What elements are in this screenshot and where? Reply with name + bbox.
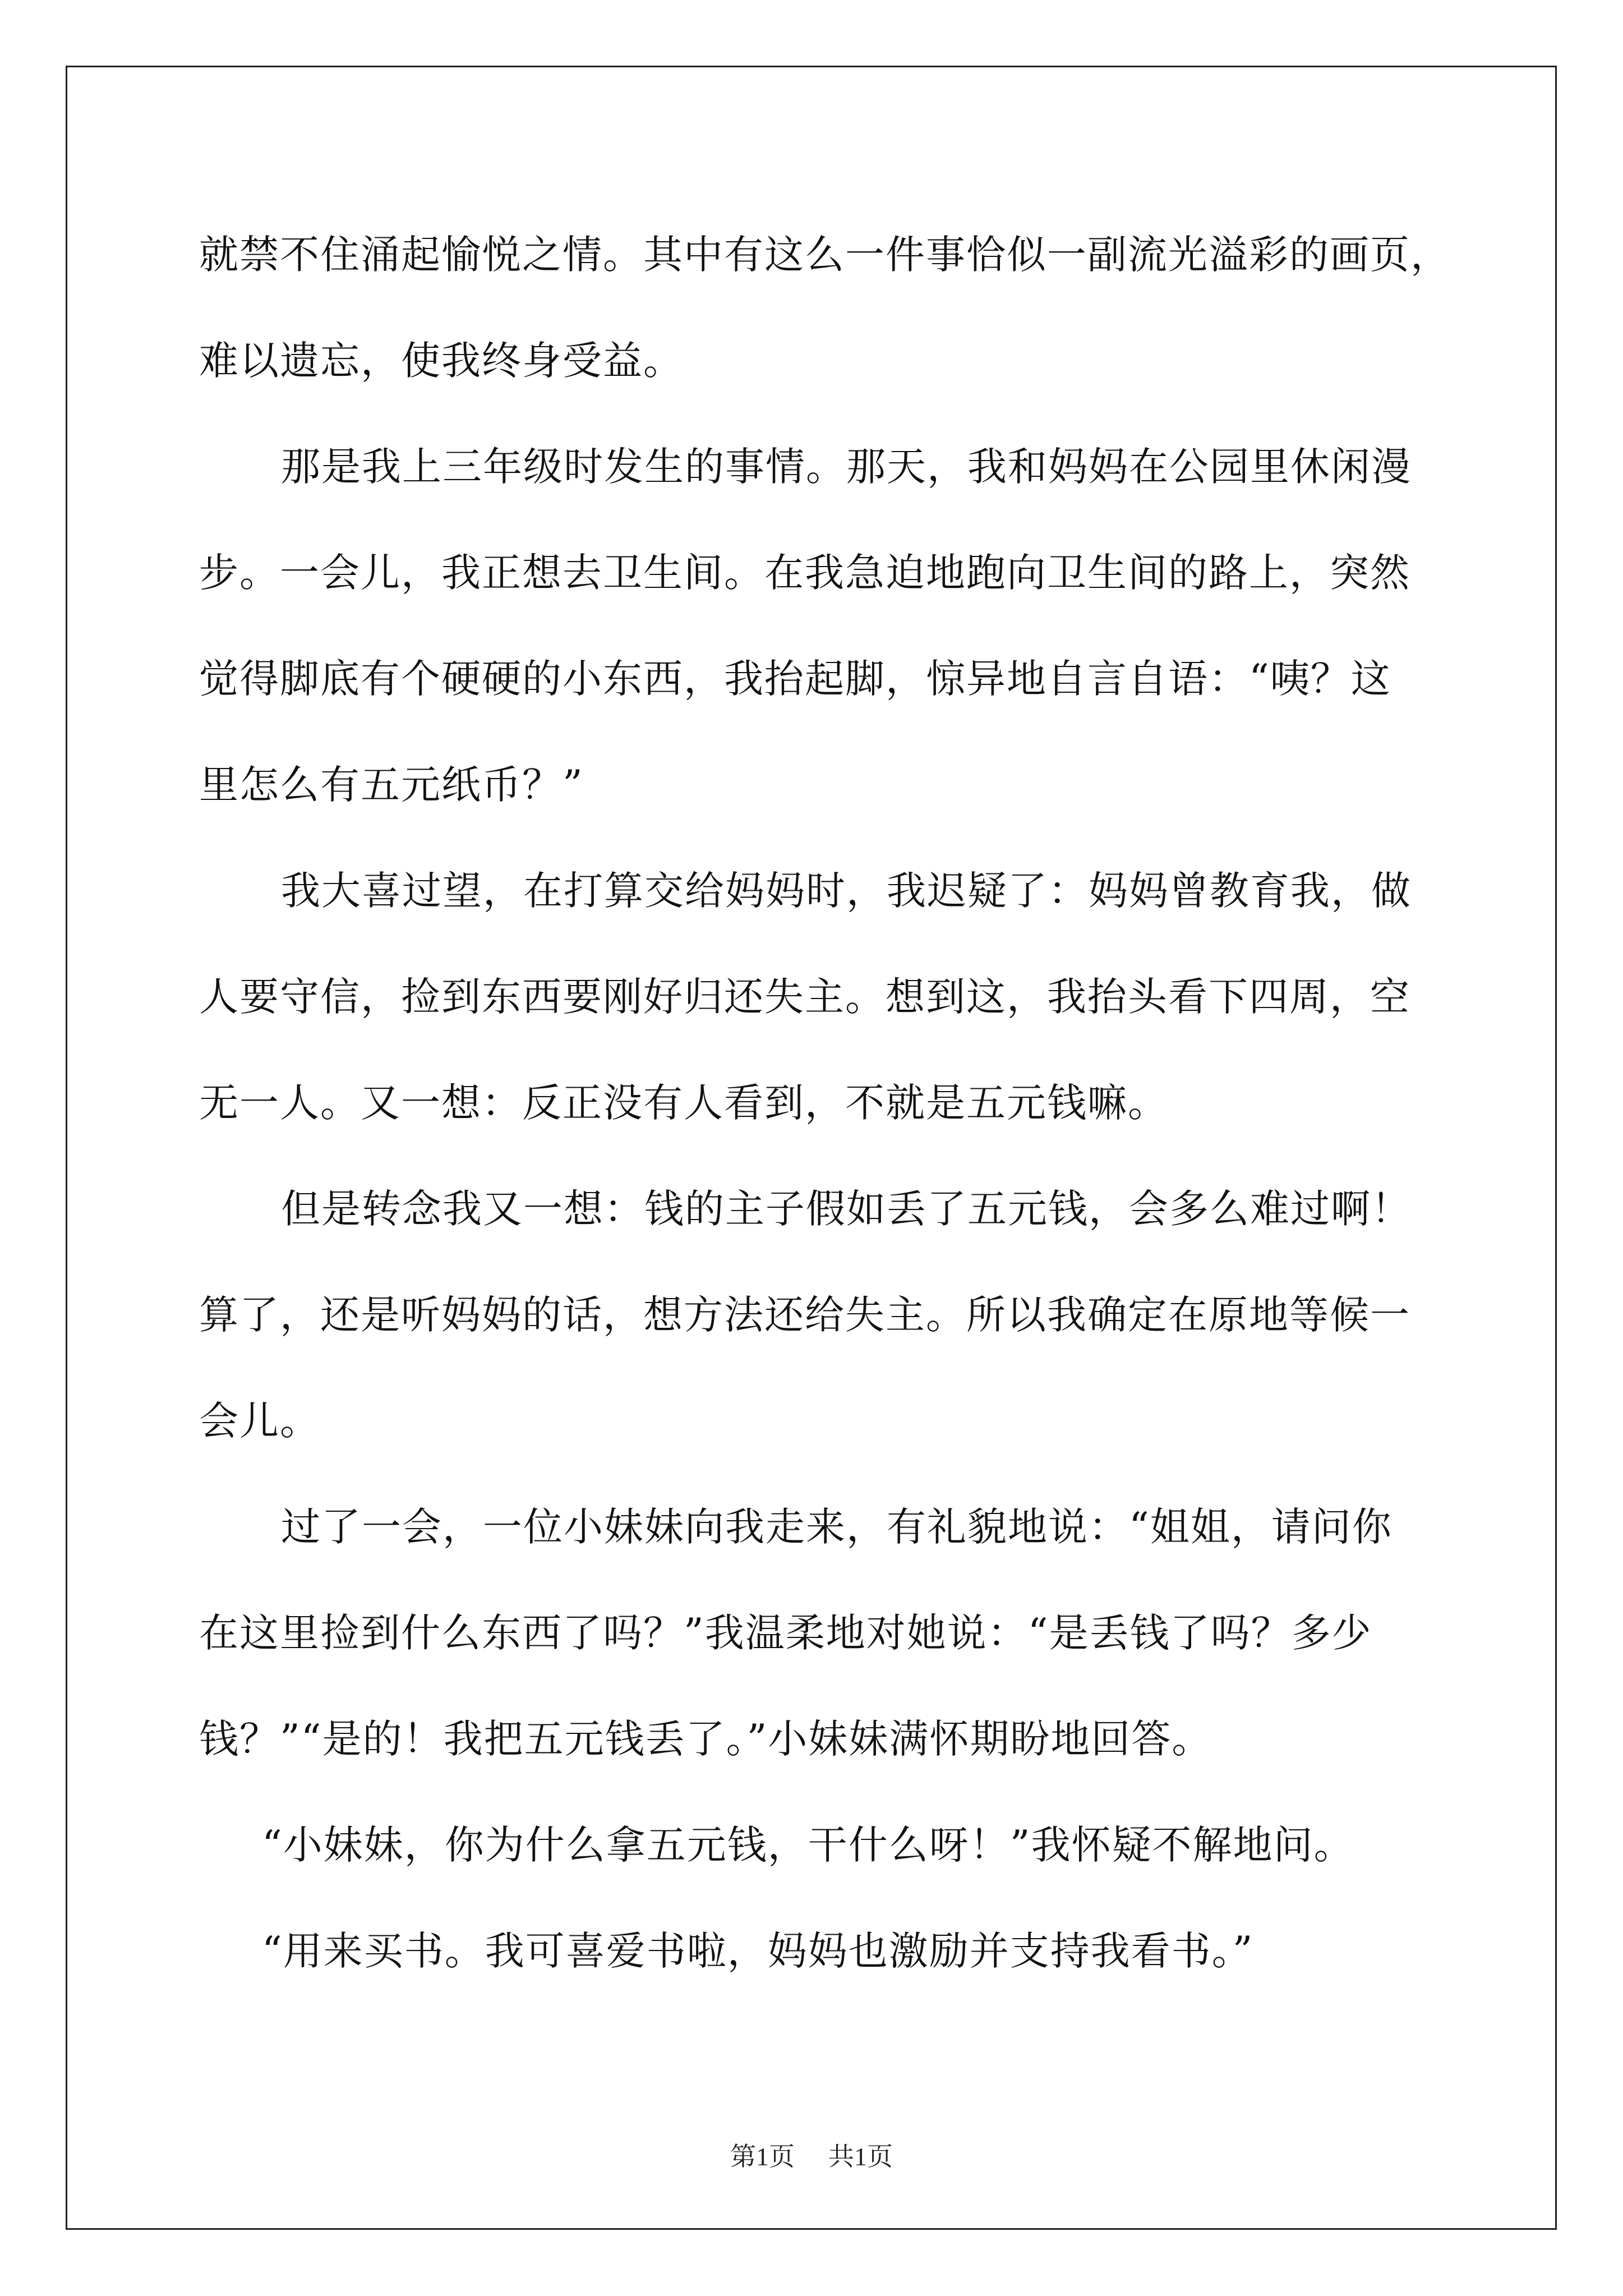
- paragraph-start-line: 我大喜过望，在打算交给妈妈时，我迟疑了：妈妈曾教育我，做: [281, 868, 1412, 914]
- paragraph-start-line: 但是转念我又一想：钱的主子假如丢了五元钱，会多么难过啊！: [281, 1186, 1412, 1232]
- text-line: 步。一会儿，我正想去卫生间。在我急迫地跑向卫生间的路上，突然: [199, 550, 1410, 596]
- text-line: 就禁不住涌起愉悦之情。其中有这么一件事恰似一副流光溢彩的画页，: [199, 232, 1451, 278]
- dialogue-line: “用来买书。我可喜爱书啦，妈妈也激励并支持我看书。”: [262, 1928, 1254, 1974]
- text-line: 里怎么有五元纸币？”: [199, 762, 584, 808]
- paragraph-start-line: 过了一会，一位小妹妹向我走来，有礼貌地说：“姐姐，请问你: [281, 1504, 1393, 1550]
- text-line: 觉得脚底有个硬硬的小东西，我抬起脚，惊异地自言自语：“咦？这: [199, 656, 1391, 702]
- document-body: [199, 202, 1478, 2004]
- text-line: 难以遗忘，使我终身受益。: [199, 338, 684, 384]
- paragraph-start-line: 那是我上三年级时发生的事情。那天，我和妈妈在公园里休闲漫: [281, 444, 1412, 490]
- page-number: 第1页: [730, 2142, 795, 2171]
- text-line: 算了，还是听妈妈的话，想方法还给失主。所以我确定在原地等候一: [199, 1292, 1410, 1338]
- dialogue-line: “小妹妹，你为什么拿五元钱，干什么呀！”我怀疑不解地问。: [262, 1822, 1354, 1868]
- page-total: 共1页: [828, 2142, 893, 2171]
- text-line: 会儿。: [199, 1398, 320, 1444]
- text-line: 在这里捡到什么东西了吗？”我温柔地对她说：“是丢钱了吗？多少: [199, 1610, 1372, 1656]
- text-line: 无一人。又一想：反正没有人看到，不就是五元钱嘛。: [199, 1080, 1168, 1126]
- text-line: 人要守信，捡到东西要刚好归还失主。想到这，我抬头看下四周，空: [199, 974, 1410, 1020]
- page-footer: [0, 2136, 1623, 2173]
- text-line: 钱？”“是的！我把五元钱丢了。”小妹妹满怀期盼地回答。: [199, 1716, 1212, 1762]
